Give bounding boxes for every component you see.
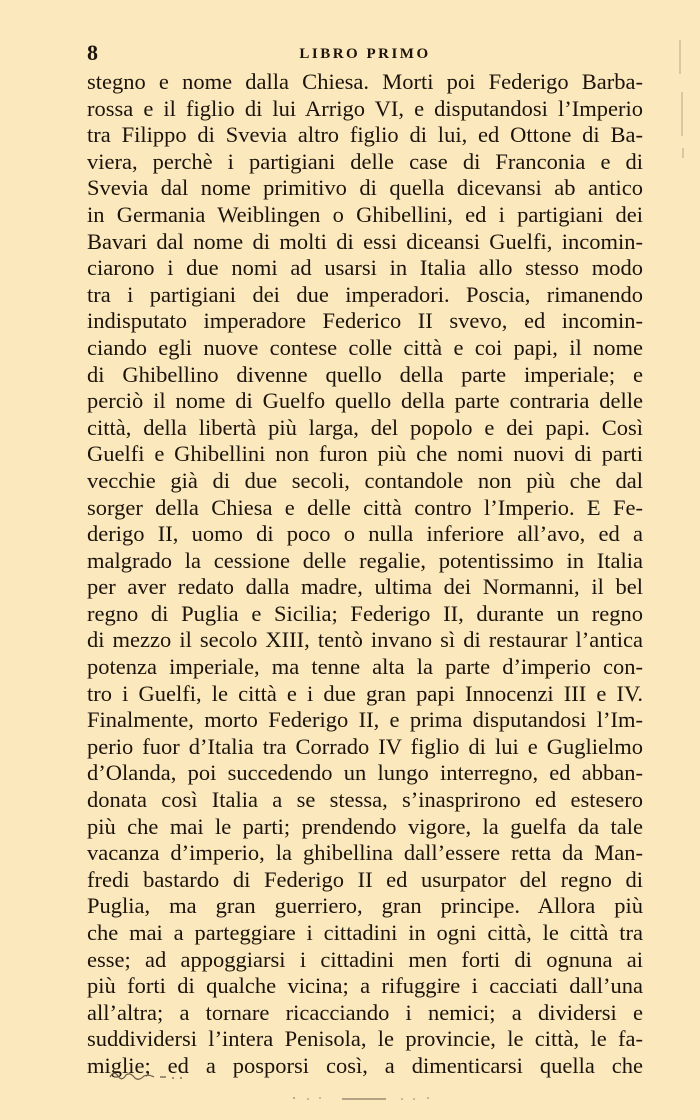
text-line: viera, perchè i partigiani delle case di Franconia e di [87,148,643,174]
text-line: potenza imperiale, ma tenne alta la parte d’imperio con- [87,654,643,680]
running-title: LIBRO PRIMO [299,46,431,62]
page-edge-marks [676,40,686,160]
text-line: donata così Italia a se stessa, s’inasprirono ed estesero [87,787,643,813]
text-line: indisputato imperadore Federico II svevo, ed incomin- [87,308,643,334]
text-line: più forti di qualche vicina; a rifuggire i cacciati dall’una [87,973,643,999]
text-line: tra i partigiani dei due imperadori. Poscia, rimanendo [87,281,643,307]
text-line: derigo II, uomo di poco o nulla inferiore all’avo, ed a [87,521,643,547]
text-line: città, della libertà più larga, del popolo e dei papi. Così [87,414,643,440]
text-line: fredi bastardo di Federigo II ed usurpator del regno di [87,866,643,892]
text-line: per aver redato dalla madre, ultima dei Normanni, il bel [87,574,643,600]
text-line: tra Filippo di Svevia altro figlio di lui, ed Ottone di Ba- [87,122,643,148]
text-line: Puglia, ma gran guerriero, gran principe. Allora più [87,893,643,919]
text-line: sorger della Chiesa e delle città contro l’Imperio. E Fe- [87,494,643,520]
running-head [87,38,643,68]
text-line: Bavari dal nome di molti di essi diceansi Guelfi, incomin- [87,228,643,254]
text-line: che mai a parteggiare i cittadini in ogni città, le città tra [87,920,643,945]
text-line: miglie; ed a posporsi così, a dimenticarsi quella che [87,1052,643,1078]
text-line: di Ghibellino divenne quello della parte imperiale; e [87,361,643,387]
text-line: di mezzo il secolo XIII, tentò invano sì di restaurar l’antica [87,627,643,653]
text-line: tro i Guelfi, le città e i due gran papi Innocenzi III e IV. [87,680,643,706]
page-number: 8 [87,40,98,65]
text-line: malgrado la cessione delle regalie, potentissimo in Italia [87,547,643,573]
text-line: stegno e nome dalla Chiesa. Morti poi Federigo Barba- [87,69,643,94]
text-line: perciò il nome di Guelfo quello della parte contraria delle [87,388,643,414]
text-line: perio fuor d’Italia tra Corrado IV figlio di lui e Guglielmo [87,733,643,759]
handwritten-mark [108,1068,198,1082]
text-line: Svevia dal nome primitivo di quella dicevansi ab antico [87,175,643,201]
body-text [87,69,643,1080]
text-line: Finalmente, morto Federigo II, e prima disputandosi l’Im- [87,707,643,733]
text-line: regno di Puglia e Sicilia; Federigo II, durante un regno [87,600,643,626]
text-line: esse; ad appoggiarsi i cittadini men forti di ognuna ai [87,946,643,972]
text-line: più che mai le parti; prendendo vigore, la guelfa da tale [87,813,643,839]
text-line: suddividersi l’intera Penisola, le provincie, le città, le fa- [87,1026,643,1052]
text-line: Guelfi e Ghibellini non furon più che nomi nuovi di parti [87,441,643,467]
text-line: in Germania Weiblingen o Ghibellini, ed i partigiani dei [87,201,643,227]
print-specks [290,1094,440,1102]
text-line: ciando egli nuove contese colle città e coi papi, il nome [87,334,643,360]
text-line: all’altra; a tornare ricacciando i nemici; a dividersi e [87,999,643,1025]
text-line: rossa e il figlio di lui Arrigo VI, e disputandosi l’Imperio [87,95,643,121]
text-line: vecchie già di due secoli, contandole non più che dal [87,467,643,493]
text-line: d’Olanda, poi succedendo un lungo interregno, ed abban- [87,760,643,786]
text-line: ciarono i due nomi ad usarsi in Italia allo stesso modo [87,255,643,281]
text-line: vacanza d’imperio, la ghibellina dall’essere retta da Man- [87,840,643,866]
